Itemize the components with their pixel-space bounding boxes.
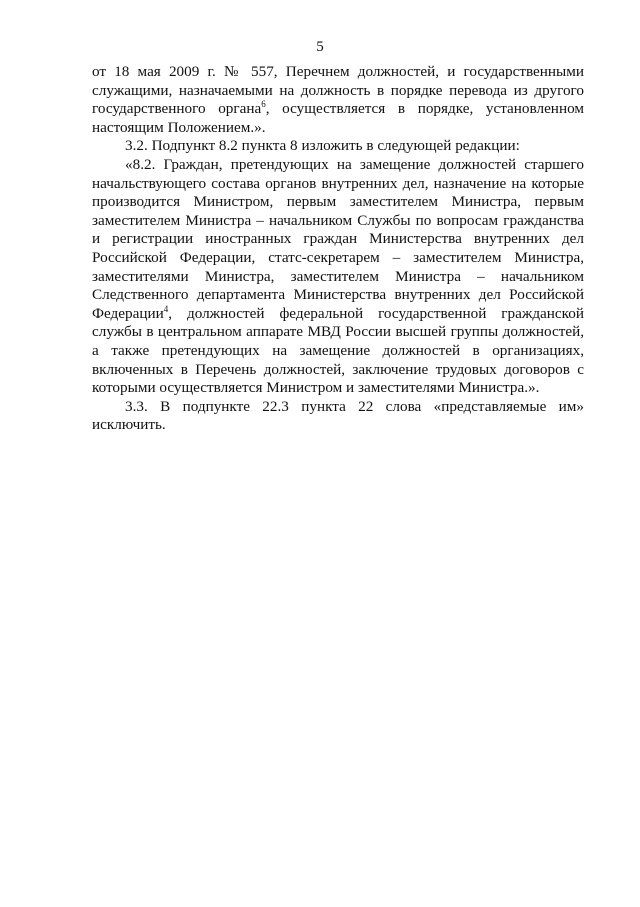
paragraph-text-tail: , должностей федеральной государственной гражданской службы в центральном аппарате МВД России высшей группы должностей, а также претендующих на замещение должностей в организациях, включенных в Перечень должностей, заключение трудовых договоров с которыми осуществляется Министром и заместителями Министра.».	[92, 304, 584, 397]
page-number: 5	[316, 39, 324, 55]
paragraph-text: «8.2. Граждан, претендующих на замещение должностей старшего начальствующего состава органов внутренних дел, назначение на которые производится Министром, первым заместителем Министра, первым заместителем Министра – начальником Службы по вопросам гражданства и регистрации иностранных граждан Министерства внутренних дел Российской Федерации, статс-секретарем – заместителем Министра, заместителями Министра, заместителем Министра – начальником Следственного департамента Министерства внутренних дел Российской Федерации	[92, 155, 584, 322]
footnote-marker: 4	[163, 303, 169, 314]
paragraph-text-tail: , осуществляется в порядке, установленном настоящим Положением.».	[92, 100, 584, 136]
paragraph-item-3-2	[92, 137, 584, 156]
footnote-marker: 6	[261, 99, 266, 110]
paragraph-text: от 18 мая 2009 г. № 557, Перечнем должностей, и государственными служащими, назначаемыми на должность в порядке перевода из другого государственного органа	[92, 63, 584, 118]
paragraph-text: 3.2. Подпункт 8.2 пункта 8 изложить в следующей редакции:	[125, 137, 520, 155]
paragraph-quoted-8-2	[92, 156, 584, 398]
paragraph-text: 3.3. В подпункте 22.3 пункта 22 слова «представляемые им» исключить.	[92, 397, 584, 434]
document-body	[92, 63, 584, 435]
paragraph-item-3-3	[92, 398, 584, 435]
paragraph-continuation	[92, 63, 584, 137]
